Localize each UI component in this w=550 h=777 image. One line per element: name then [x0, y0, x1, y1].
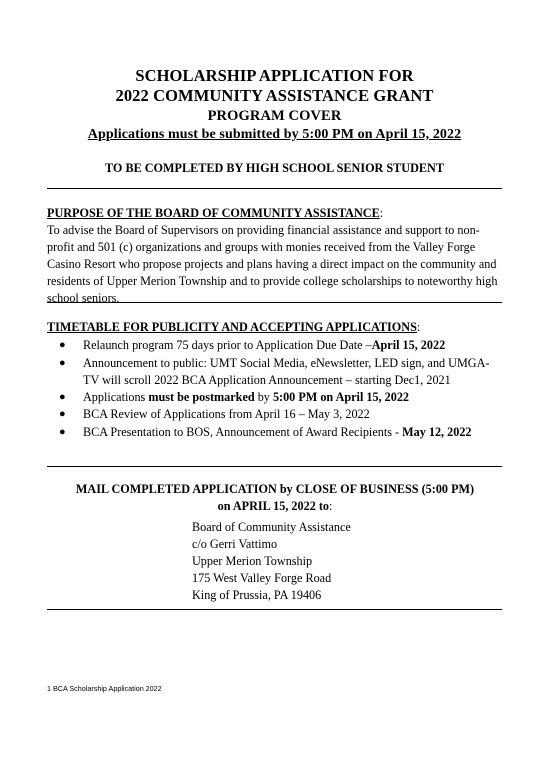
timetable-heading: TIMETABLE FOR PUBLICITY AND ACCEPTING APPLICATIONS — [47, 320, 417, 334]
mail-heading-colon: : — [329, 499, 333, 513]
bullet-icon: ● — [59, 391, 66, 404]
divider-2 — [47, 302, 502, 303]
page-footer: 1 BCA Scholarship Application 2022 — [47, 684, 162, 693]
timetable-item-text: BCA Presentation to BOS, Announcement of Award Recipients - — [83, 424, 403, 439]
bullet-icon: ● — [59, 425, 66, 438]
address-line: Upper Merion Township — [192, 554, 313, 569]
divider-1 — [47, 188, 502, 189]
mailing-address — [192, 519, 351, 604]
timetable-heading-colon: : — [416, 320, 421, 334]
timetable-item-text: by — [254, 390, 273, 405]
timetable-item-text: Applications — [83, 390, 149, 405]
completed-by-note: TO BE COMPLETED BY HIGH SCHOOL SENIOR STUDENT — [105, 161, 444, 175]
timetable-section — [47, 319, 502, 441]
list-item — [47, 424, 502, 441]
purpose-body: To advise the Board of Supervisors on providing financial assistance and support to non-profit and 501 (c) organizations and groups with monies received from the Valley Forge Casino Resort who propose projects and plans having a direct impact on the community and residents of Upper Merion Township and to provide college scholarships to noteworthy high school seniors. — [47, 223, 498, 306]
timetable-list — [47, 337, 502, 441]
list-item — [47, 389, 502, 406]
mail-heading-text: MAIL COMPLETED APPLICATION by CLOSE OF BUSINESS (5:00 PM) on APRIL 15, 2022 to — [75, 482, 475, 513]
bullet-icon: ● — [59, 356, 66, 369]
list-item — [47, 337, 502, 354]
timetable-item-text: BCA Review of Applications from April 16 – May 3, 2022 — [83, 407, 370, 422]
address-line: King of Prussia, PA 19406 — [192, 588, 322, 603]
divider-4 — [47, 609, 502, 610]
purpose-section — [47, 205, 502, 308]
timetable-item-date: 5:00 PM on April 15, 2022 — [272, 390, 410, 405]
divider-3 — [47, 466, 502, 467]
document-title-line-1: SCHOLARSHIP APPLICATION FOR — [135, 66, 414, 85]
address-line: 175 West Valley Forge Road — [192, 571, 332, 586]
submission-deadline: Applications must be submitted by 5:00 PM on April 15, 2022 — [87, 127, 462, 142]
timetable-item-date: April 15, 2022 — [371, 338, 446, 353]
list-item — [47, 406, 502, 423]
purpose-heading-colon: : — [379, 206, 384, 220]
timetable-item-date: May 12, 2022 — [402, 424, 472, 439]
address-line: c/o Gerri Vattimo — [192, 537, 278, 552]
purpose-heading: PURPOSE OF THE BOARD OF COMMUNITY ASSISTANCE — [47, 206, 380, 220]
list-item — [47, 355, 502, 390]
timetable-item-emphasis: must be postmarked — [148, 390, 255, 405]
bullet-icon: ● — [59, 408, 66, 421]
address-line: Board of Community Assistance — [192, 520, 351, 534]
document-title-line-2: 2022 COMMUNITY ASSISTANCE GRANT — [115, 86, 434, 105]
timetable-item-text: Relaunch program 75 days prior to Application Due Date – — [83, 338, 372, 353]
document-title-line-3: PROGRAM COVER — [207, 108, 342, 124]
bullet-icon: ● — [59, 339, 66, 352]
timetable-item-text: Announcement to public: UMT Social Media, eNewsletter, LED sign, and UMGA-TV will scroll 2022 BCA Application Announcement – starting Dec1, 2021 — [83, 355, 490, 387]
mail-instructions-heading — [71, 481, 479, 515]
